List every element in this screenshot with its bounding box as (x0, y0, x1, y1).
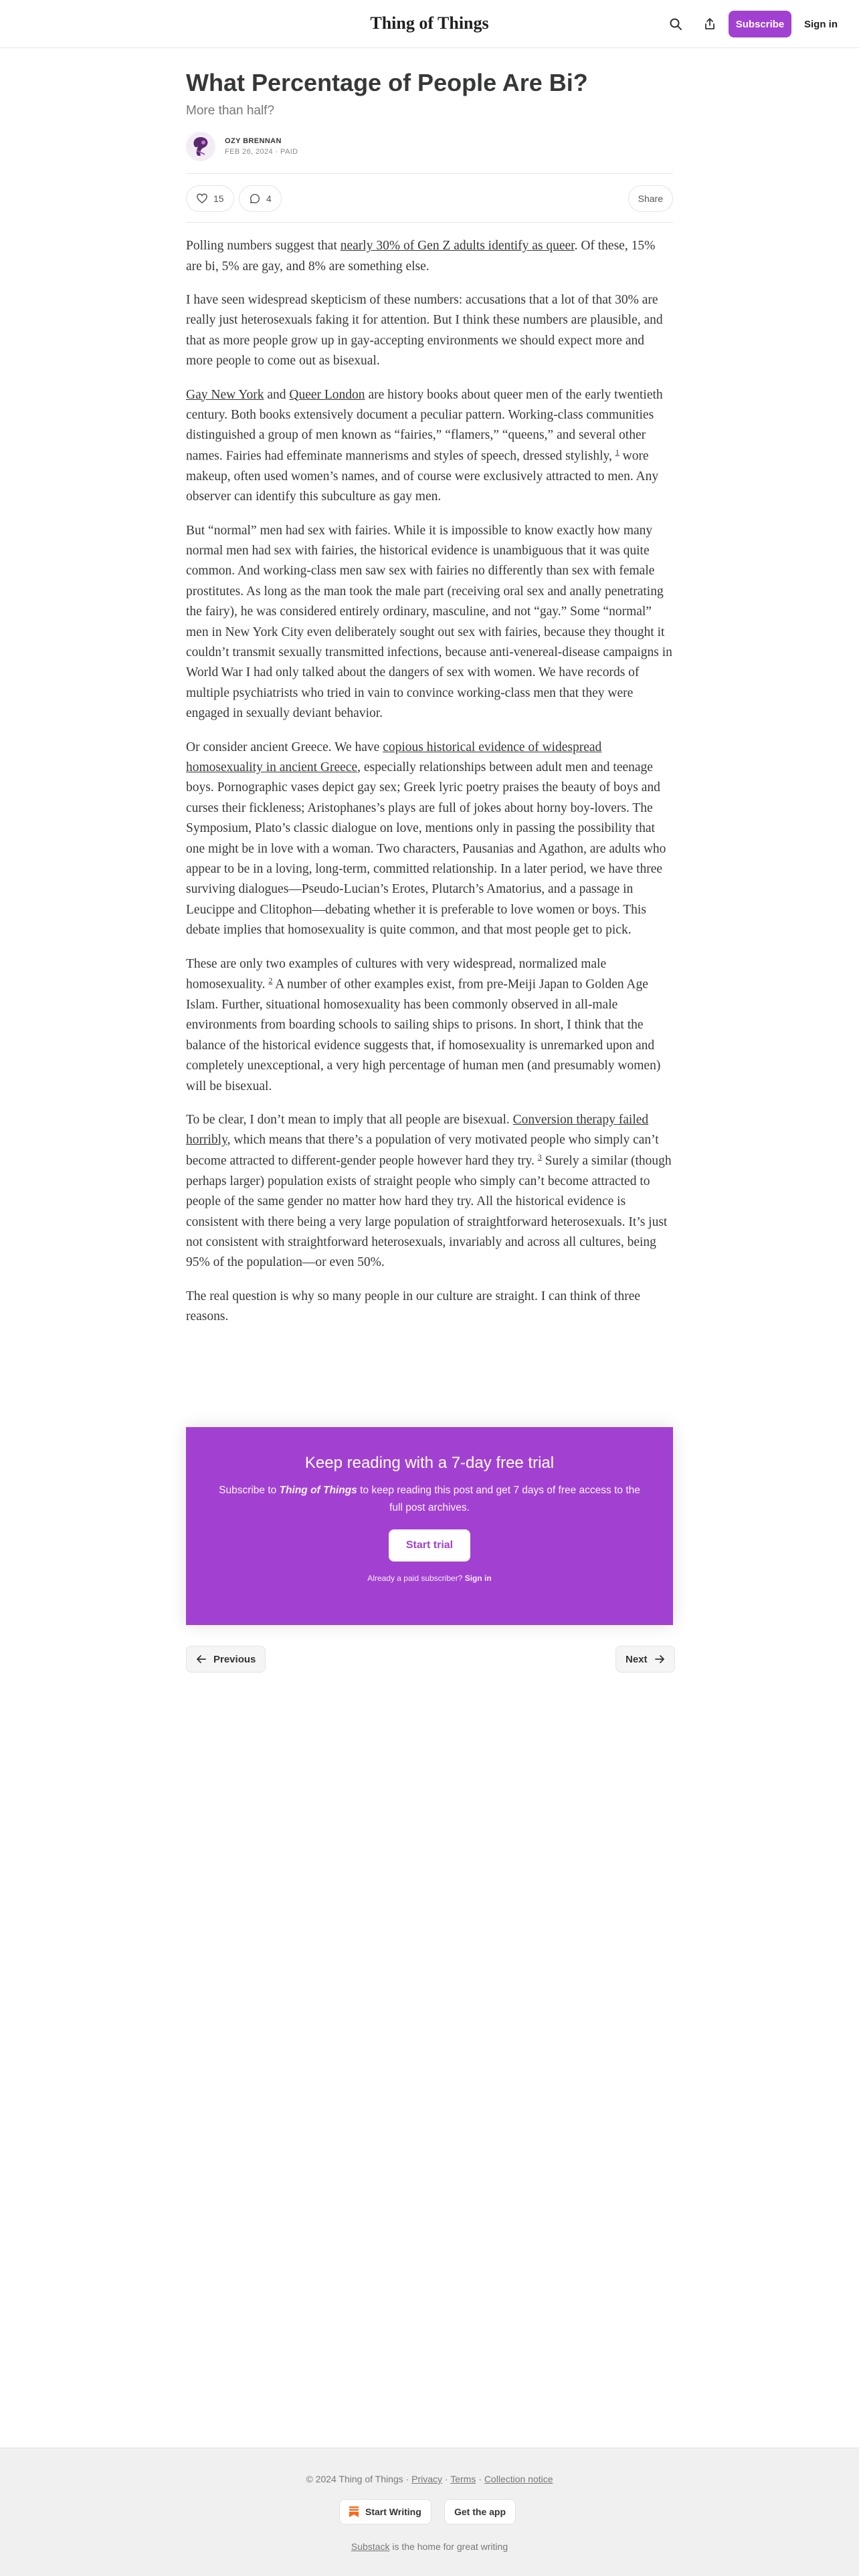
post-action-bar (186, 173, 673, 223)
like-button[interactable] (186, 185, 234, 212)
sign-in-button[interactable]: Sign in (804, 18, 838, 30)
paywall-text: Subscribe to Thing of Things to keep reading this post and get 7 days of free access to the full post archives. (219, 1485, 640, 1514)
substack-link[interactable]: Substack (351, 2541, 390, 2552)
paragraph: Gay New York and Queer London are history books about queer men of the early twentieth century. Both books extensively document a peculiar pattern. Working-class communities distinguished a group of men known as “fairies,” “flamers,” “queens,” and several other names. Fairies had effeminate mannerisms and styles of speech, dressed stylishly, $^1$ wore makeup, often used women’s names, and of course were exclusively attracted to men. Any observer can identify this subculture as gay men. (186, 387, 663, 504)
link-queer-london[interactable]: Queer London (289, 387, 365, 402)
start-writing-button[interactable]: Start Writing (339, 2499, 432, 2525)
footnote-3[interactable]: 3 (537, 1152, 542, 1162)
link-conversion-therapy[interactable]: Conversion therapy failed horribly (186, 1113, 649, 1148)
link-ancient-greece[interactable]: copious historical evidence of widespread homosexuality in ancient Greece (186, 740, 602, 775)
paragraph: The real question is why so many people in our culture are straight. I can think of three reasons. (186, 1289, 641, 1324)
paragraph: I have seen widespread skepticism of these numbers: accusations that a lot of that 30% are really just heterosexuals faking it for attention. But I think these numbers are plausible, and that as more people grow up in gay-accepting environments we should expect more and more people to come out as bisexual. (186, 293, 663, 368)
comment-icon (249, 193, 261, 205)
link-gen-z-poll[interactable]: nearly 30% of Gen Z adults identify as queer (340, 239, 575, 253)
footnote-2[interactable]: 2 (268, 976, 273, 986)
link-gay-new-york[interactable]: Gay New York (186, 387, 264, 402)
paywall-signin: Already a paid subscriber? Sign in (367, 1573, 492, 1583)
article (186, 48, 673, 1341)
share-icon[interactable] (700, 15, 719, 33)
footer-tagline: Substack is the home for great writing (351, 2541, 508, 2552)
post-subtitle: More than half? (186, 104, 275, 118)
footer-links: © 2024 Thing of Things · Privacy · Terms · Collection notice (306, 2474, 553, 2484)
paywall-signin-link[interactable]: Sign in (464, 1573, 492, 1583)
avatar[interactable] (186, 132, 215, 161)
next-post-button[interactable]: Next (615, 1646, 675, 1673)
get-the-app-button[interactable]: Get the app (444, 2499, 516, 2525)
heart-icon (196, 193, 208, 205)
paywall-box (186, 1427, 673, 1625)
arrow-left-icon (196, 1654, 207, 1665)
terms-link[interactable]: Terms (450, 2474, 476, 2484)
post-body (186, 236, 673, 1327)
substack-logo-icon (349, 2506, 359, 2517)
share-button[interactable]: Share (628, 185, 673, 212)
footnote-1[interactable]: 1 (615, 447, 619, 457)
paragraph: These are only two examples of cultures with very widespread, normalized male homosexuality. $^2$ A number of other examples exist, from pre-Meiji Japan to Golden Age Islam. Further, situational homosexuality has been commonly observed in all-male environments from boarding schools to sailing ships to prisons. In short, I think that the balance of the historical evidence suggests that, if homosexuality is unremarked upon and completely unexceptional, a very high percentage of human men (and presumably women) will be bisexual. (186, 956, 661, 1093)
author-name[interactable]: OZY BRENNAN (225, 137, 282, 146)
paragraph: Or consider ancient Greece. We have copious historical evidence of widespread homosexuality in ancient Greece, especially relationships between adult men and teenage boys. Pornographic vases depict gay sex; Greek lyric poetry praises the beauty of boys and curses their fickleness; Aristophanes’s plays are full of jokes about horny boy-lovers. The Symposium, Plato’s classic dialogue on love, mentions only in passing the possibility that one might be in love with a woman. Two characters, Pausanias and Agathon, are adults who appear to be in a loving, long-term, committed relationship. In a later period, we have three surviving dialogues—Pseudo-Lucian’s Erotes, Plutarch’s Amatorius, and a passage in Leucippe and Clitophon—debating whether it is preferable to love women or boys. This debate implies that homosexuality is quite common, and that most people get to pick. (186, 740, 666, 938)
paywall-publication: Thing of Things (279, 1485, 357, 1496)
search-icon[interactable] (666, 15, 685, 33)
publication-title[interactable]: Thing of Things (370, 13, 489, 33)
comment-count: 4 (266, 193, 272, 205)
paywall-title: Keep reading with a 7-day free trial (304, 1454, 555, 1472)
arrow-right-icon (654, 1654, 665, 1665)
post-date: FEB 26, 2024 · PAID (225, 148, 298, 156)
post-title: What Percentage of People Are Bi? (186, 69, 588, 96)
byline (186, 130, 673, 163)
start-trial-button[interactable]: Start trial (389, 1529, 470, 1562)
privacy-link[interactable]: Privacy (411, 2474, 443, 2484)
collection-notice-link[interactable]: Collection notice (484, 2474, 553, 2484)
subscribe-button[interactable]: Subscribe (729, 11, 791, 37)
footer (0, 2448, 859, 2576)
paragraph: But “normal” men had sex with fairies. While it is impossible to know exactly how many normal men had sex with fairies, the historical evidence is unambiguous that it was quite common. And working-class men saw sex with fairies no differently than sex with female prostitutes. As long as the man took the male part (receiving oral sex and anally penetrating the fairy), he was considered entirely ordinary, masculine, and not “gay.” Some “normal” men in New York City even deliberately sought out sex with fairies, because they thought it couldn’t transmit sexually transmitted infections, because anti-venereal-disease campaigns in World War I had only talked about the dangers of sex with women. We have records of multiple psychiatrists who tried in vain to convince working-class men that they were engaged in sexually deviant behavior. (186, 523, 672, 721)
top-navigation-bar (0, 0, 859, 48)
paragraph: To be clear, I don’t mean to imply that all people are bisexual. Conversion therapy failed horribly, which means that there’s a population of very motivated people who simply can’t become attracted to different-gender people however hard they try. $^3$ Surely a similar (though perhaps larger) population exists of straight people who simply can’t become attracted to people of the same gender no matter how hard they try. All the historical evidence is consistent with there being a very large population of straightforward heterosexuals. It’s just not consistent with straightforward heterosexuals, invariably and across all cultures, being 95% of the population—or even 50%. (186, 1113, 672, 1270)
like-count: 15 (213, 193, 224, 205)
previous-post-button[interactable]: Previous (186, 1646, 266, 1673)
paragraph: Polling numbers suggest that nearly 30% of Gen Z adults identify as queer. Of these, 15% are bi, 5% are gay, and 8% are something else. (186, 239, 656, 274)
comment-button[interactable] (239, 185, 282, 212)
